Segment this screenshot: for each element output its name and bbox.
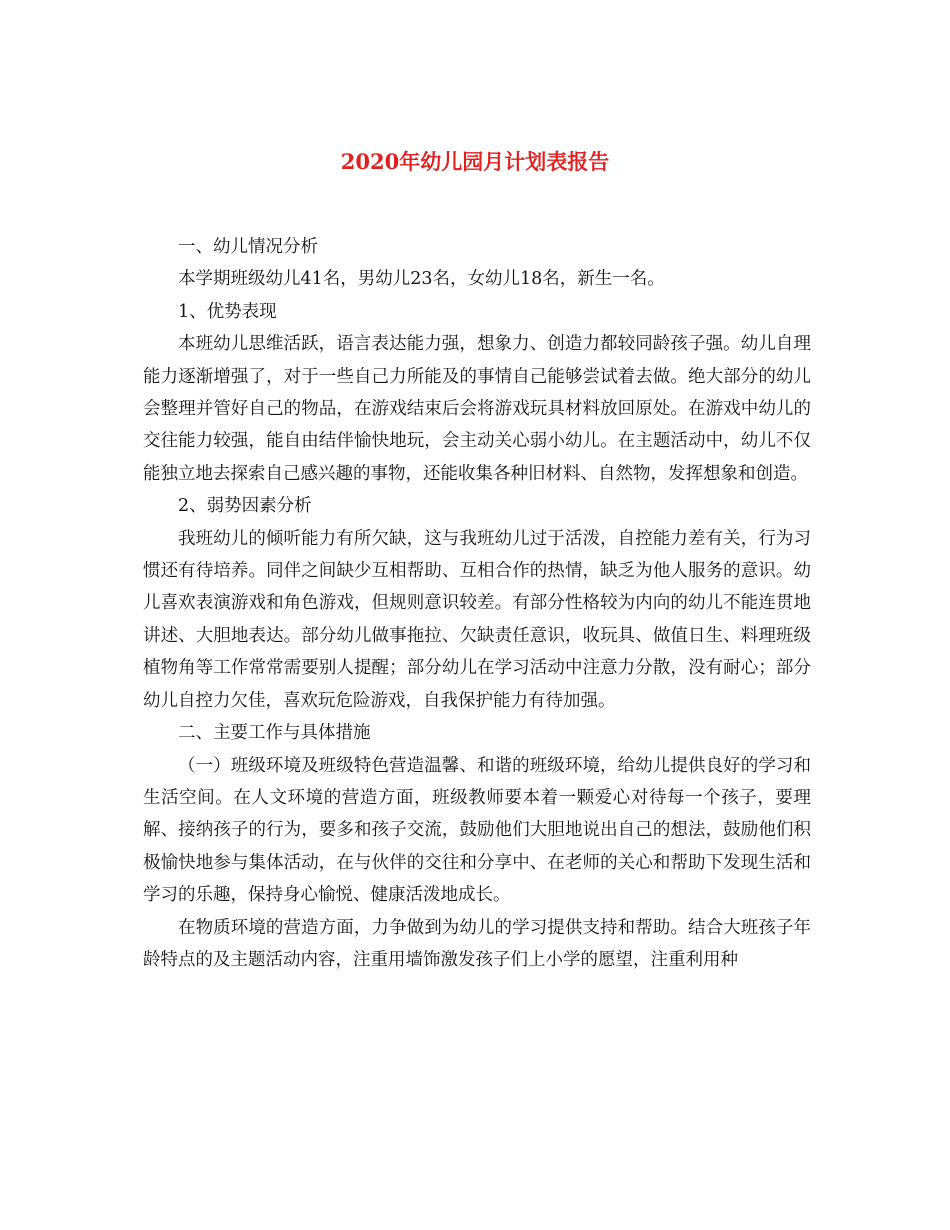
subsection-heading-weaknesses: 2、弱势因素分析 <box>178 496 312 517</box>
paragraph-material-environment: 在物质环境的营造方面，力争做到为幼儿的学习提供支持和帮助。结合大班孩子年龄特点的及主题活动内容，注重用墙饰激发孩子们上小学的愿望，注重利用种 <box>143 917 811 970</box>
document-body <box>143 231 811 976</box>
subsection-heading-strengths: 1、优势表现 <box>178 301 277 322</box>
section-heading-main-work: 二、主要工作与具体措施 <box>178 723 371 744</box>
document-title: 2020年幼儿园月计划表报告 <box>340 149 610 174</box>
paragraph-strengths: 本班幼儿思维活跃，语言表达能力强，想象力、创造力都较同龄孩子强。幼儿自理能力逐渐增强了，对于一些自己力所能及的事情自己能够尝试着去做。绝大部分的幼儿会整理并管好自己的物品，在游戏结束后会将游戏玩具材料放回原处。在游戏中幼儿的交往能力较强，能自由结伴愉快地玩，会主动关心弱小幼儿。在主题活动中，幼儿不仅能独立地去探索自己感兴趣的事物，还能收集各种旧材料、自然物，发挥想象和创造。 <box>143 334 811 484</box>
paragraph-class-environment: （一）班级环境及班级特色营造温馨、和谐的班级环境，给幼儿提供良好的学习和生活空间。在人文环境的营造方面，班级教师要本着一颗爱心对待每一个孩子，要理解、接纳孩子的行为，要多和孩子交流，鼓励他们大胆地说出自己的想法，鼓励他们积极愉快地参与集体活动，在与伙伴的交往和分享中、在老师的关心和帮助下发现生活和学习的乐趣，保持身心愉悦、健康活泼地成长。 <box>143 755 811 906</box>
paragraph-weaknesses: 我班幼儿的倾听能力有所欠缺，这与我班幼儿过于活泼，自控能力差有关，行为习惯还有待培养。同伴之间缺少互相帮助、互相合作的热情，缺乏为他人服务的意识。幼儿喜欢表演游戏和角色游戏，但规则意识较差。有部分性格较为内向的幼儿不能连贯地讲述、大胆地表达。部分幼儿做事拖拉、欠缺责任意识，收玩具、做值日生、料理班级植物角等工作常常需要别人提醒；部分幼儿在学习活动中注意力分散，没有耐心；部分幼儿自控力欠佳，喜欢玩危险游戏，自我保护能力有待加强。 <box>143 528 811 711</box>
section-heading-child-analysis: 一、幼儿情况分析 <box>178 237 318 257</box>
paragraph-class-size: 本学期班级幼儿41名，男幼儿23名，女幼儿18名，新生一名。 <box>178 269 665 290</box>
